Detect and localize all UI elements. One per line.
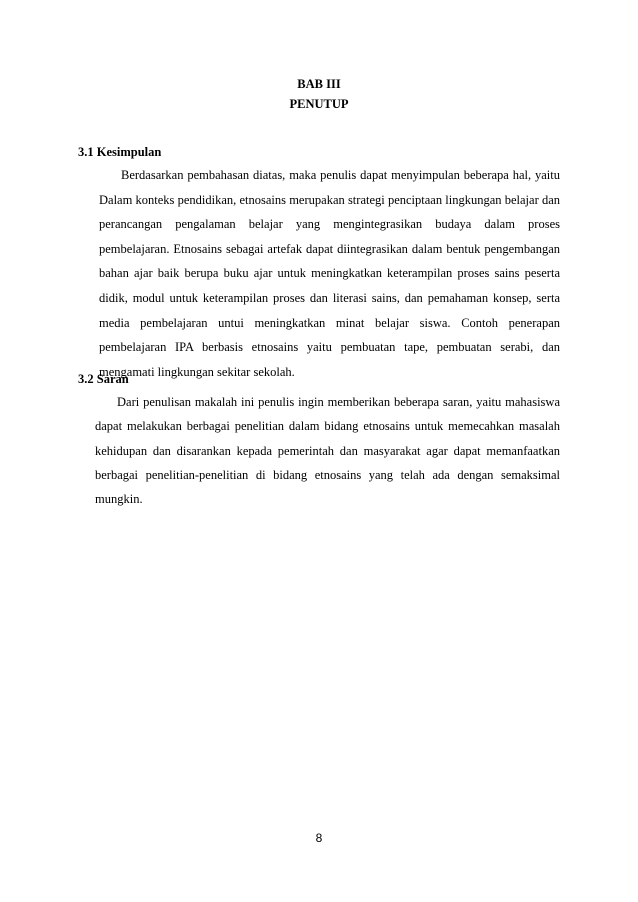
section-kesimpulan (78, 143, 560, 384)
page-number: 8 (315, 831, 323, 845)
section-title-saran: 3.2 Saran (78, 372, 129, 386)
chapter-title: PENUTUP (289, 97, 349, 111)
paragraph-saran (95, 390, 560, 511)
section-saran (78, 370, 560, 511)
paragraph-kesimpulan-text: Berdasarkan pembahasan diatas, maka penulis dapat menyimpulan beberapa hal, yaitu Dalam konteks pendidikan, etnosains merupakan strategi penciptaan lingkungan belajar dan perancangan pengalaman belajar yang mengintegrasikan budaya dalam proses pembelajaran. Etnosains sebagai artefak dapat diintegrasikan dalam bentuk pengembangan bahan ajar baik berupa buku ajar untuk meningkatkan keterampilan proses sains peserta didik, modul untuk keterampilan proses dan literasi sains, dan pemahaman konsep, serta media pembelajaran untui meningkatkan minat belajar siswa. Contoh penerapan pembelajaran IPA berbasis etnosains yaitu pembuatan tape, pembuatan serabi, dan mengamati lingkungan sekitar sekolah. (99, 168, 560, 379)
paragraph-saran-text: Dari penulisan makalah ini penulis ingin memberikan beberapa saran, yaitu mahasiswa dapat melakukan berbagai penelitian dalam bidang etnosains untuk memecahkan masalah kehidupan dan disarankan kepada pemerintah dan masyarakat agar dapat memanfaatkan berbagai penelitian-penelitian di bidang etnosains yang telah ada dengan semaksimal mungkin. (95, 395, 560, 507)
chapter-number: BAB III (297, 77, 341, 91)
chapter-heading (0, 74, 638, 114)
paragraph-kesimpulan (99, 163, 560, 384)
section-title-kesimpulan: 3.1 Kesimpulan (78, 145, 162, 159)
